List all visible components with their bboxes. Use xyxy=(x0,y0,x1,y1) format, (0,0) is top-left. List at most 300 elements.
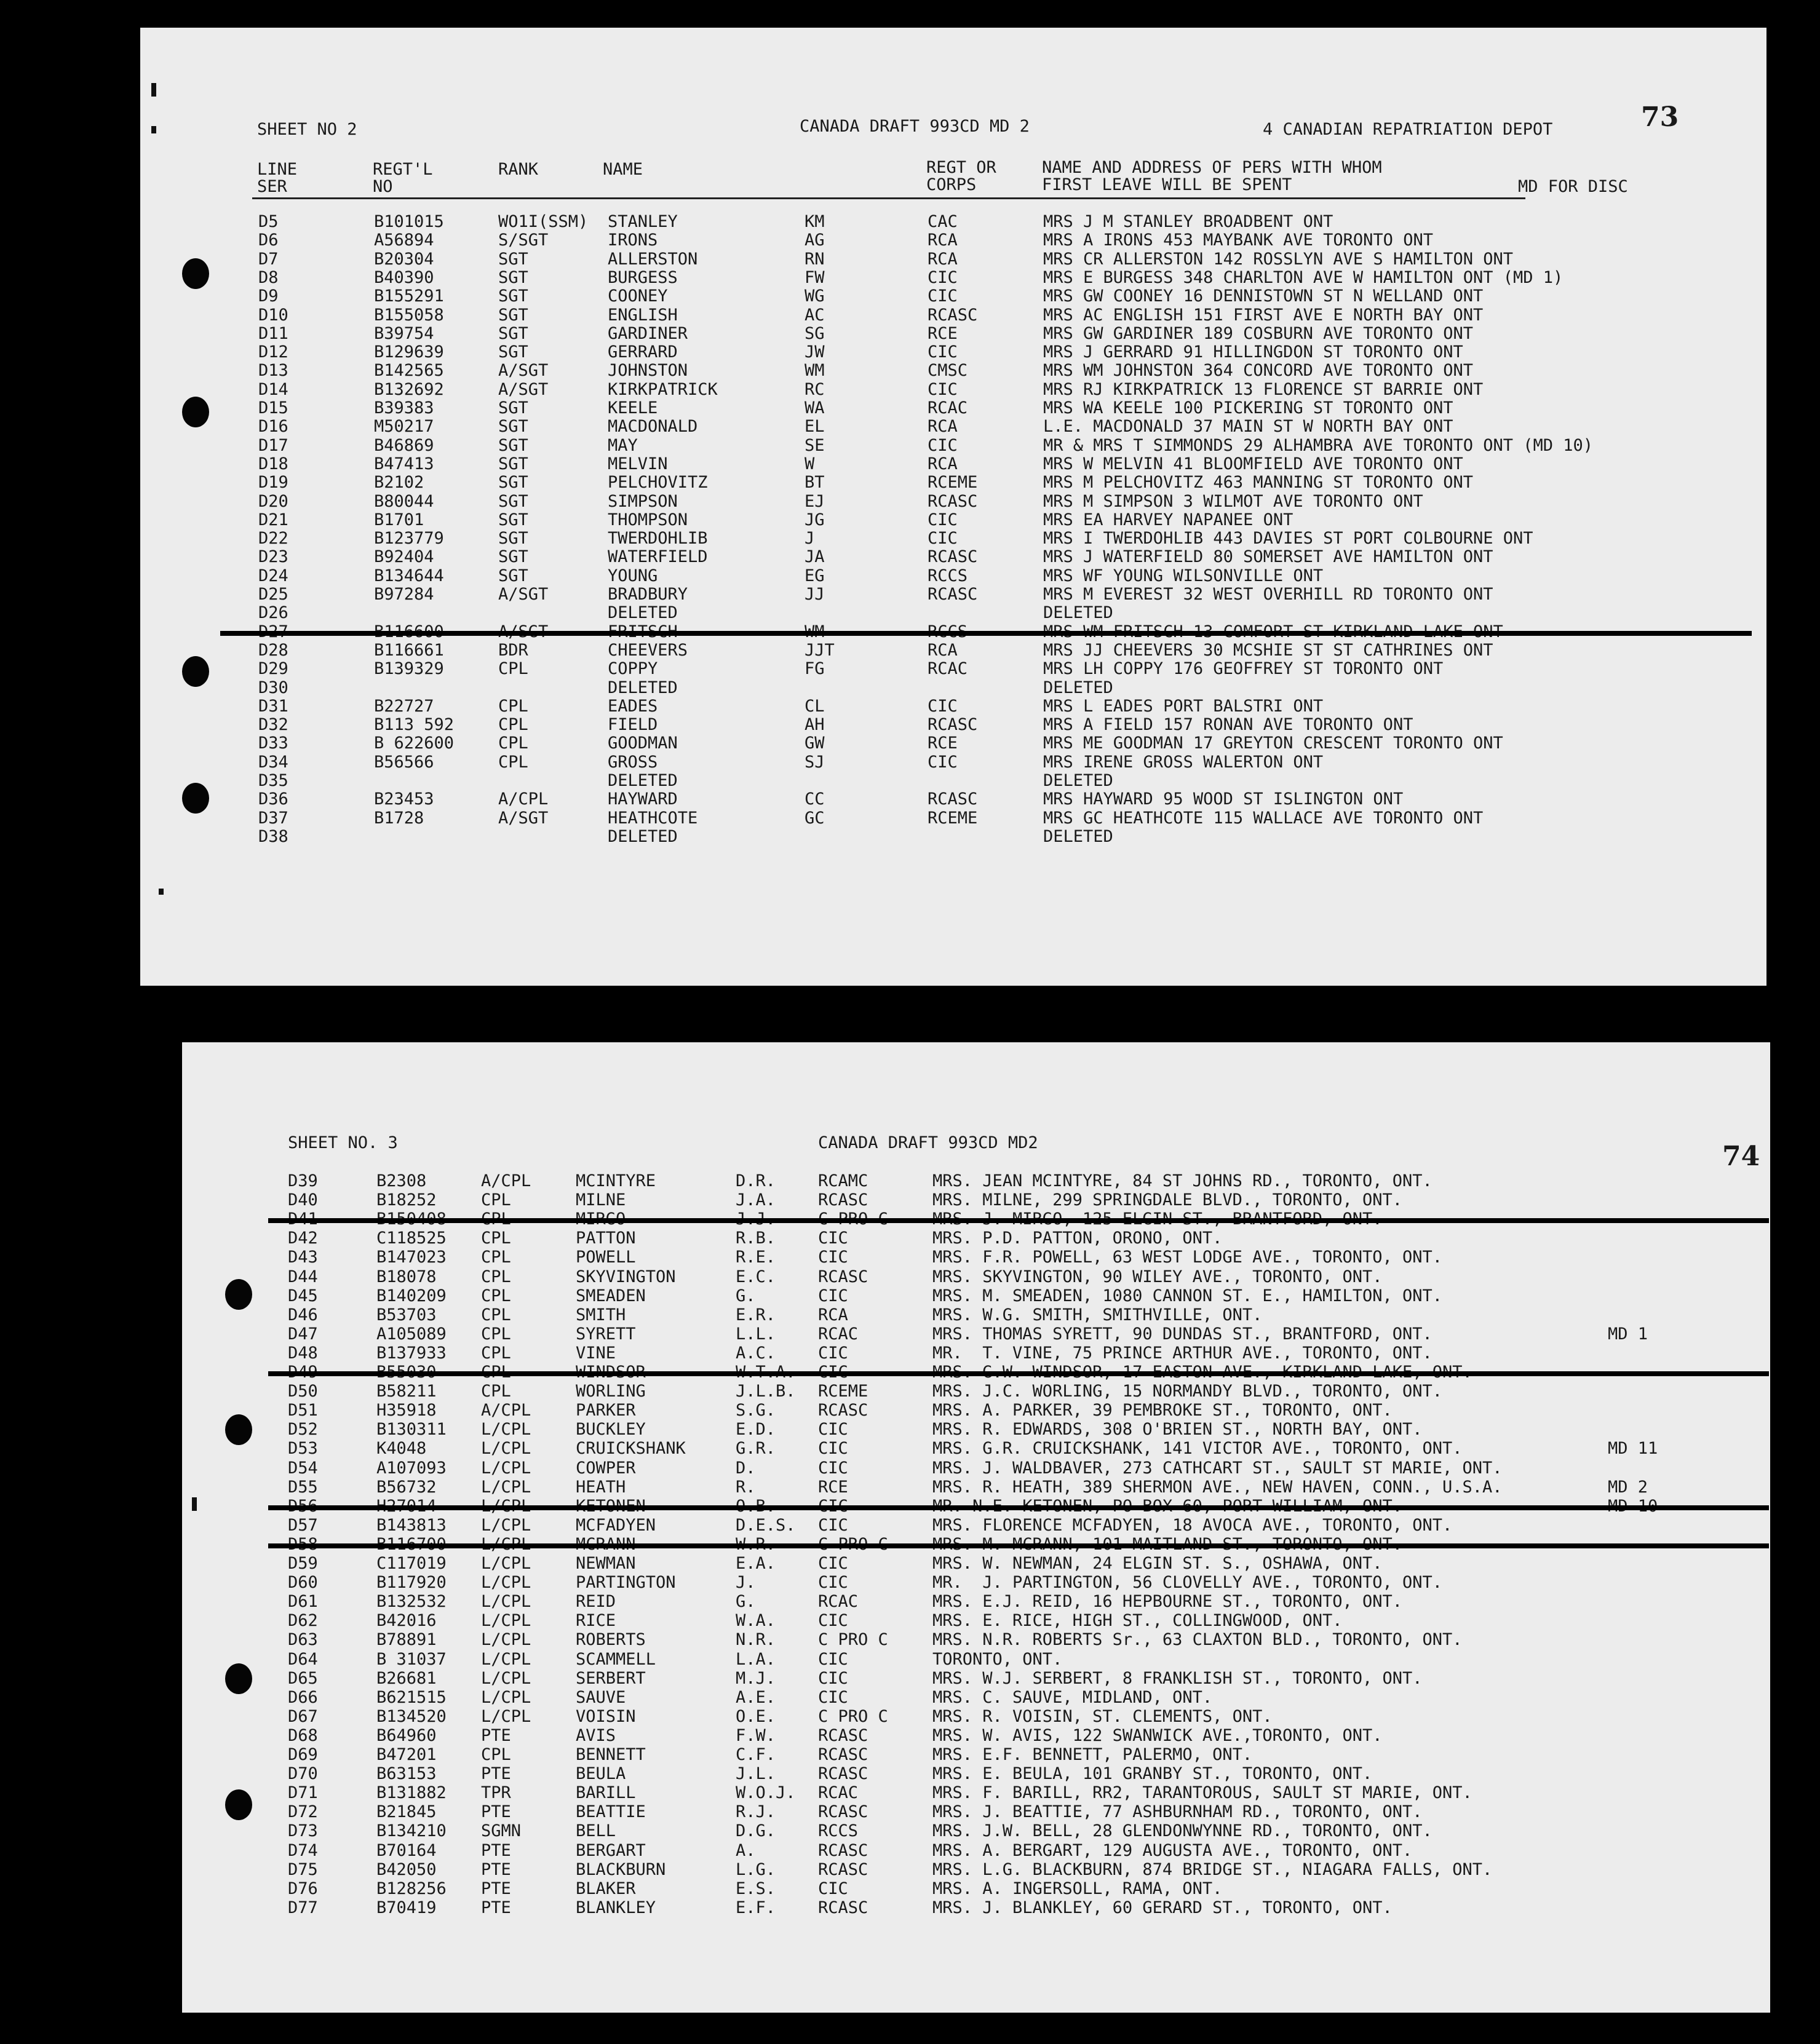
rank-cell: SGT xyxy=(498,435,528,455)
corps-cell: RCE xyxy=(928,323,958,343)
leave-address-cell: MRS. P.D. PATTON, ORONO, ONT. xyxy=(932,1229,1223,1248)
surname-cell: REID xyxy=(576,1592,616,1612)
corps-cell: CIC xyxy=(818,1649,848,1669)
line-ser-cell: D18 xyxy=(258,454,288,473)
leave-address-cell: MRS. J.C. WORLING, 15 NORMANDY BLVD., TORONTO, ONT. xyxy=(932,1382,1443,1401)
rank-cell: A/SGT xyxy=(498,379,549,399)
regtl-no-cell: B2102 xyxy=(374,473,424,493)
corps-cell: CIC xyxy=(818,1687,848,1707)
line-ser-cell: D20 xyxy=(258,491,288,511)
line-ser-cell: D15 xyxy=(258,398,288,418)
rank-cell: L/CPL xyxy=(481,1687,531,1707)
leave-address-cell: MRS IRENE GROSS WALERTON ONT xyxy=(1043,752,1324,772)
corps-cell: RCE xyxy=(818,1477,848,1497)
leave-address-cell: MRS. E.F. BENNETT, PALERMO, ONT. xyxy=(932,1745,1253,1764)
regtl-no-cell: B1728 xyxy=(374,808,424,828)
line-ser-cell: D25 xyxy=(258,585,288,604)
corps-cell: RCASC xyxy=(818,1764,868,1784)
initials-cell: AH xyxy=(805,715,825,735)
leave-address-cell: MRS. W. AVIS, 122 SWANWICK AVE.,TORONTO, ONT. xyxy=(932,1725,1383,1745)
initials-cell: E.A. xyxy=(736,1554,776,1573)
surname-cell: VOISIN xyxy=(576,1706,636,1726)
line-ser-cell: D35 xyxy=(258,771,288,790)
rank-cell: A/CPL xyxy=(498,790,549,809)
initials-cell: O.E. xyxy=(736,1706,776,1726)
line-ser-cell: D75 xyxy=(288,1860,318,1879)
draft-sheet-2 xyxy=(140,28,1766,986)
corps-cell: RCAC xyxy=(928,398,968,418)
surname-cell: BUCKLEY xyxy=(576,1420,646,1440)
strikethrough-line xyxy=(268,1505,1769,1510)
rank-cell: WO1I(SSM) xyxy=(498,212,589,231)
page-number: 74 xyxy=(1722,1141,1760,1172)
leave-address-cell: MRS J GERRARD 91 HILLINGDON ST TORONTO ONT xyxy=(1043,343,1463,362)
initials-cell: J. xyxy=(736,1573,756,1593)
leave-address-cell: MR & MRS T SIMMONDS 29 ALHAMBRA AVE TORONTO ONT (MD 10) xyxy=(1043,435,1594,455)
corps-cell: RCE xyxy=(928,734,958,753)
initials-cell: E.D. xyxy=(736,1420,776,1440)
regtl-no-cell: B22727 xyxy=(374,696,434,716)
leave-address-cell: MRS A IRONS 453 MAYBANK AVE TORONTO ONT xyxy=(1043,231,1433,250)
surname-cell: BENNETT xyxy=(576,1745,646,1764)
leave-address-cell: MRS. W.J. SERBERT, 8 FRANKLISH ST., TORONTO, ONT. xyxy=(932,1668,1423,1688)
line-ser-cell: D10 xyxy=(258,305,288,325)
corps-cell: C PRO C xyxy=(818,1630,888,1650)
leave-address-cell: MRS. J. BEATTIE, 77 ASHBURNHAM RD., TORONTO, ONT. xyxy=(932,1802,1423,1822)
rank-cell: L/CPL xyxy=(481,1573,531,1593)
rank-cell: SGT xyxy=(498,529,528,549)
rank-cell: A/CPL xyxy=(481,1401,531,1420)
rank-cell: SGT xyxy=(498,249,528,269)
corps-cell: CIC xyxy=(818,1248,848,1267)
surname-cell: COONEY xyxy=(608,287,668,306)
leave-address-cell: MRS. R. EDWARDS, 308 O'BRIEN ST., NORTH BAY, ONT. xyxy=(932,1420,1423,1440)
surname-cell: PARKER xyxy=(576,1401,636,1420)
rank-cell: SGT xyxy=(498,343,528,362)
surname-cell: ROBERTS xyxy=(576,1630,646,1650)
line-ser-cell: D14 xyxy=(258,379,288,399)
rank-cell: L/CPL xyxy=(481,1477,531,1497)
corps-cell: RCEME xyxy=(928,808,978,828)
regtl-no-cell: B42016 xyxy=(376,1611,437,1631)
rank-cell: L/CPL xyxy=(481,1668,531,1688)
rank-cell: L/CPL xyxy=(481,1515,531,1535)
regtl-no-cell: B20304 xyxy=(374,249,434,269)
leave-address-cell: MRS. W.G. SMITH, SMITHVILLE, ONT. xyxy=(932,1305,1263,1325)
initials-cell: GW xyxy=(805,734,825,753)
initials-cell: FW xyxy=(805,267,825,287)
initials-cell: R.J. xyxy=(736,1802,776,1822)
regtl-no-cell: B21845 xyxy=(376,1802,437,1822)
corps-cell: CIC xyxy=(818,1879,848,1898)
line-ser-cell: D60 xyxy=(288,1573,318,1593)
rank-cell: CPL xyxy=(498,696,528,716)
rank-cell: CPL xyxy=(481,1248,511,1267)
regtl-no-cell: B46869 xyxy=(374,435,434,455)
margin-mark xyxy=(151,83,156,97)
leave-address-cell: MRS W MELVIN 41 BLOOMFIELD AVE TORONTO ONT xyxy=(1043,454,1463,473)
line-ser-cell: D33 xyxy=(258,734,288,753)
regtl-no-cell: B70164 xyxy=(376,1840,437,1860)
regtl-no-cell: B40390 xyxy=(374,267,434,287)
col-header-first-leave: FIRST LEAVE WILL BE SPENT xyxy=(1042,175,1292,194)
initials-cell: W.O.J. xyxy=(736,1783,796,1803)
leave-address-cell: MRS. N.R. ROBERTS Sr., 63 CLAXTON BLD., TORONTO, ONT. xyxy=(932,1630,1463,1650)
line-ser-cell: D31 xyxy=(258,696,288,716)
surname-cell: BLACKBURN xyxy=(576,1860,666,1879)
surname-cell: BEULA xyxy=(576,1764,626,1784)
regtl-no-cell: B128256 xyxy=(376,1879,447,1898)
rank-cell: CPL xyxy=(498,715,528,735)
initials-cell: JJT xyxy=(805,640,835,660)
regtl-no-cell: B53703 xyxy=(376,1305,437,1325)
line-ser-cell: D6 xyxy=(258,231,279,250)
corps-cell: CAC xyxy=(928,212,958,231)
leave-address-cell: DELETED xyxy=(1043,603,1113,623)
line-ser-cell: D44 xyxy=(288,1267,318,1286)
regtl-no-cell: B70419 xyxy=(376,1898,437,1917)
corps-cell: CIC xyxy=(818,1420,848,1440)
line-ser-cell: D13 xyxy=(258,361,288,381)
rank-cell: CPL xyxy=(481,1229,511,1248)
leave-address-cell: MRS. A. BERGART, 129 AUGUSTA AVE., TORONTO, ONT. xyxy=(932,1840,1413,1860)
punch-hole xyxy=(182,397,209,427)
initials-cell: W.A. xyxy=(736,1611,776,1631)
rank-cell: PTE xyxy=(481,1879,511,1898)
surname-cell: SYRETT xyxy=(576,1324,636,1344)
rank-cell: L/CPL xyxy=(481,1706,531,1726)
line-ser-cell: D61 xyxy=(288,1592,318,1612)
col-header-name: NAME xyxy=(603,160,643,179)
rank-cell: L/CPL xyxy=(481,1592,531,1612)
initials-cell: AG xyxy=(805,231,825,250)
punch-hole xyxy=(182,783,209,814)
leave-address-cell: MRS GW COONEY 16 DENNISTOWN ST N WELLAND ONT xyxy=(1043,287,1484,306)
rank-cell: SGT xyxy=(498,547,528,567)
line-ser-cell: D67 xyxy=(288,1706,318,1726)
col-header-address: NAME AND ADDRESS OF PERS WITH WHOM xyxy=(1042,158,1382,177)
line-ser-cell: D76 xyxy=(288,1879,318,1898)
leave-address-cell: MRS ME GOODMAN 17 GREYTON CRESCENT TORONTO ONT xyxy=(1043,734,1503,753)
surname-cell: NEWMAN xyxy=(576,1554,636,1573)
surname-cell: MCINTYRE xyxy=(576,1171,656,1190)
rank-cell: L/CPL xyxy=(481,1630,531,1650)
initials-cell: J xyxy=(805,529,815,549)
regtl-no-cell: B 31037 xyxy=(376,1649,447,1669)
rank-cell: PTE xyxy=(481,1840,511,1860)
regtl-no-cell: B621515 xyxy=(376,1687,447,1707)
leave-address-cell: MRS. C. SAUVE, MIDLAND, ONT. xyxy=(932,1687,1213,1707)
corps-cell: CIC xyxy=(928,379,958,399)
line-ser-cell: D70 xyxy=(288,1764,318,1784)
surname-cell: GARDINER xyxy=(608,323,688,343)
surname-cell: WORLING xyxy=(576,1382,646,1401)
regtl-no-cell: B142565 xyxy=(374,361,444,381)
regtl-no-cell: B140209 xyxy=(376,1286,447,1305)
surname-cell: GERRARD xyxy=(608,343,678,362)
corps-cell: RCA xyxy=(928,417,958,437)
initials-cell: WG xyxy=(805,287,825,306)
line-ser-cell: D21 xyxy=(258,510,288,529)
corps-cell: CMSC xyxy=(928,361,968,381)
initials-cell: A.E. xyxy=(736,1687,776,1707)
regtl-no-cell: B26681 xyxy=(376,1668,437,1688)
surname-cell: AVIS xyxy=(576,1725,616,1745)
punch-hole xyxy=(225,1789,252,1820)
rank-cell: L/CPL xyxy=(481,1649,531,1669)
surname-cell: DELETED xyxy=(608,603,678,623)
leave-address-cell: MRS. F.R. POWELL, 63 WEST LODGE AVE., TORONTO, ONT. xyxy=(932,1248,1443,1267)
initials-cell: EL xyxy=(805,417,825,437)
margin-mark xyxy=(159,889,164,895)
line-ser-cell: D45 xyxy=(288,1286,318,1305)
surname-cell: BARILL xyxy=(576,1783,636,1803)
initials-cell: J.A. xyxy=(736,1190,776,1210)
regtl-no-cell: B42050 xyxy=(376,1860,437,1879)
regtl-no-cell: B 622600 xyxy=(374,734,455,753)
corps-cell: CIC xyxy=(818,1515,848,1535)
regtl-no-cell: B132692 xyxy=(374,379,444,399)
leave-address-cell: DELETED xyxy=(1043,678,1113,697)
rank-cell: PTE xyxy=(481,1725,511,1745)
surname-cell: SAUVE xyxy=(576,1687,626,1707)
punch-hole xyxy=(182,258,209,289)
rank-cell: SGT xyxy=(498,473,528,493)
corps-cell: RCASC xyxy=(818,1267,868,1286)
line-ser-cell: D19 xyxy=(258,473,288,493)
line-ser-cell: D65 xyxy=(288,1668,318,1688)
rank-cell: L/CPL xyxy=(481,1420,531,1440)
initials-cell: G.R. xyxy=(736,1439,776,1459)
regtl-no-cell: C118525 xyxy=(376,1229,447,1248)
leave-address-cell: MRS M EVEREST 32 WEST OVERHILL RD TORONTO ONT xyxy=(1043,585,1493,604)
initials-cell: BT xyxy=(805,473,825,493)
rank-cell: CPL xyxy=(481,1190,511,1210)
line-ser-cell: D28 xyxy=(258,640,288,660)
initials-cell: SE xyxy=(805,435,825,455)
regtl-no-cell: H35918 xyxy=(376,1401,437,1420)
corps-cell: RCASC xyxy=(818,1725,868,1745)
surname-cell: COPPY xyxy=(608,659,658,679)
surname-cell: BLANKLEY xyxy=(576,1898,656,1917)
surname-cell: DELETED xyxy=(608,678,678,697)
corps-cell: RCASC xyxy=(818,1840,868,1860)
regtl-no-cell: M50217 xyxy=(374,417,434,437)
corps-cell: RCASC xyxy=(928,305,978,325)
regtl-no-cell: B47413 xyxy=(374,454,434,473)
leave-address-cell: MRS. E.J. REID, 16 HEPBOURNE ST., TORONTO, ONT. xyxy=(932,1592,1403,1612)
initials-cell: N.R. xyxy=(736,1630,776,1650)
line-ser-cell: D26 xyxy=(258,603,288,623)
corps-cell: RCA xyxy=(928,454,958,473)
line-ser-cell: D7 xyxy=(258,249,279,269)
line-ser-cell: D68 xyxy=(288,1725,318,1745)
line-ser-cell: D29 xyxy=(258,659,288,679)
rank-cell: L/CPL xyxy=(481,1554,531,1573)
line-ser-cell: D39 xyxy=(288,1171,318,1190)
strikethrough-line xyxy=(268,1543,1769,1548)
leave-address-cell: MRS. G.R. CRUICKSHANK, 141 VICTOR AVE., TORONTO, ONT. xyxy=(932,1439,1463,1459)
regtl-no-cell: K4048 xyxy=(376,1439,427,1459)
surname-cell: SERBERT xyxy=(576,1668,646,1688)
leave-address-cell: MRS. R. HEATH, 389 SHERMON AVE., NEW HAVEN, CONN., U.S.A. xyxy=(932,1477,1503,1497)
initials-cell: GC xyxy=(805,808,825,828)
corps-cell: RCASC xyxy=(818,1860,868,1879)
rank-cell: CPL xyxy=(498,752,528,772)
leave-address-cell: MRS. THOMAS SYRETT, 90 DUNDAS ST., BRANTFORD, ONT. xyxy=(932,1324,1433,1344)
corps-cell: RCA xyxy=(818,1305,848,1325)
corps-cell: RCASC xyxy=(818,1802,868,1822)
corps-cell: RCCS xyxy=(928,566,968,585)
initials-cell: L.G. xyxy=(736,1860,776,1879)
rank-cell: SGT xyxy=(498,398,528,418)
line-ser-cell: D66 xyxy=(288,1687,318,1707)
regtl-no-cell: B139329 xyxy=(374,659,444,679)
initials-cell: R.B. xyxy=(736,1229,776,1248)
surname-cell: EADES xyxy=(608,696,658,716)
initials-cell: C.F. xyxy=(736,1745,776,1764)
surname-cell: BRADBURY xyxy=(608,585,688,604)
punch-hole xyxy=(225,1414,252,1445)
regtl-no-cell: B92404 xyxy=(374,547,434,567)
surname-cell: POWELL xyxy=(576,1248,636,1267)
regtl-no-cell: A107093 xyxy=(376,1458,447,1478)
surname-cell: CRUICKSHANK xyxy=(576,1439,686,1459)
regtl-no-cell: C117019 xyxy=(376,1554,447,1573)
surname-cell: CHEEVERS xyxy=(608,640,688,660)
draft-title: CANADA DRAFT 993CD MD2 xyxy=(818,1133,1038,1152)
regtl-no-cell: B56566 xyxy=(374,752,434,772)
regtl-no-cell: B123779 xyxy=(374,529,444,549)
leave-address-cell: MRS I TWERDOHLIB 443 DAVIES ST PORT COLBOURNE ONT xyxy=(1043,529,1533,549)
corps-cell: RCA xyxy=(928,231,958,250)
surname-cell: HEATHCOTE xyxy=(608,808,698,828)
initials-cell: AC xyxy=(805,305,825,325)
regtl-no-cell: B155291 xyxy=(374,287,444,306)
line-ser-cell: D43 xyxy=(288,1248,318,1267)
initials-cell: WA xyxy=(805,398,825,418)
rank-cell: BDR xyxy=(498,640,528,660)
corps-cell: CIC xyxy=(818,1554,848,1573)
line-ser-cell: D8 xyxy=(258,267,279,287)
surname-cell: HAYWARD xyxy=(608,790,678,809)
regtl-no-cell: B39383 xyxy=(374,398,434,418)
corps-cell: CIC xyxy=(928,696,958,716)
strikethrough-line xyxy=(268,1371,1769,1376)
md-for-disc-cell: MD 11 xyxy=(1608,1439,1658,1459)
line-ser-cell: D51 xyxy=(288,1401,318,1420)
leave-address-cell: MRS J WATERFIELD 80 SOMERSET AVE HAMILTON ONT xyxy=(1043,547,1493,567)
leave-address-cell: MRS. L.G. BLACKBURN, 874 BRIDGE ST., NIAGARA FALLS, ONT. xyxy=(932,1860,1493,1879)
initials-cell: SG xyxy=(805,323,825,343)
rank-cell: L/CPL xyxy=(481,1611,531,1631)
initials-cell: E.C. xyxy=(736,1267,776,1286)
surname-cell: KIRKPATRICK xyxy=(608,379,718,399)
regtl-no-cell: B131882 xyxy=(376,1783,447,1803)
initials-cell: E.F. xyxy=(736,1898,776,1917)
regtl-no-cell: B132532 xyxy=(376,1592,447,1612)
initials-cell: FG xyxy=(805,659,825,679)
corps-cell: RCASC xyxy=(928,715,978,735)
rank-cell: A/SGT xyxy=(498,585,549,604)
rank-cell: SGT xyxy=(498,323,528,343)
regtl-no-cell: B134210 xyxy=(376,1821,447,1841)
leave-address-cell: MRS CR ALLERSTON 142 ROSSLYN AVE S HAMILTON ONT xyxy=(1043,249,1514,269)
corps-cell: CIC xyxy=(928,343,958,362)
line-ser-cell: D17 xyxy=(258,435,288,455)
corps-cell: RCASC xyxy=(928,491,978,511)
leave-address-cell: MRS. M. SMEADEN, 1080 CANNON ST. E., HAMILTON, ONT. xyxy=(932,1286,1443,1305)
rank-cell: CPL xyxy=(481,1745,511,1764)
line-ser-cell: D42 xyxy=(288,1229,318,1248)
initials-cell: A.C. xyxy=(736,1343,776,1363)
rank-cell: SGT xyxy=(498,287,528,306)
corps-cell: RCASC xyxy=(928,790,978,809)
rank-cell: PTE xyxy=(481,1898,511,1917)
initials-cell: L.A. xyxy=(736,1649,776,1669)
surname-cell: SMEADEN xyxy=(576,1286,646,1305)
surname-cell: ENGLISH xyxy=(608,305,678,325)
initials-cell: W xyxy=(805,454,815,473)
regtl-no-cell: B23453 xyxy=(374,790,434,809)
initials-cell: L.L. xyxy=(736,1324,776,1344)
rank-cell: SGT xyxy=(498,267,528,287)
corps-cell: CIC xyxy=(928,510,958,529)
initials-cell: EG xyxy=(805,566,825,585)
line-ser-cell: D11 xyxy=(258,323,288,343)
rank-cell: SGT xyxy=(498,305,528,325)
leave-address-cell: MRS. R. VOISIN, ST. CLEMENTS, ONT. xyxy=(932,1706,1273,1726)
surname-cell: PATTON xyxy=(576,1229,636,1248)
initials-cell: E.S. xyxy=(736,1879,776,1898)
rank-cell: CPL xyxy=(481,1382,511,1401)
line-ser-cell: D48 xyxy=(288,1343,318,1363)
line-ser-cell: D12 xyxy=(258,343,288,362)
draft-title: CANADA DRAFT 993CD MD 2 xyxy=(800,117,1030,136)
corps-cell: RCEME xyxy=(818,1382,868,1401)
margin-mark xyxy=(151,126,156,133)
surname-cell: STANLEY xyxy=(608,212,678,231)
initials-cell: M.J. xyxy=(736,1668,776,1688)
punch-hole xyxy=(225,1279,252,1310)
regtl-no-cell: B58211 xyxy=(376,1382,437,1401)
leave-address-cell: MRS. JEAN MCINTYRE, 84 ST JOHNS RD., TORONTO, ONT. xyxy=(932,1171,1433,1190)
leave-address-cell: MRS LH COPPY 176 GEOFFREY ST TORONTO ONT xyxy=(1043,659,1444,679)
line-ser-cell: D52 xyxy=(288,1420,318,1440)
regtl-no-cell: B18078 xyxy=(376,1267,437,1286)
line-ser-cell: D32 xyxy=(258,715,288,735)
page-number: 73 xyxy=(1641,101,1679,133)
line-ser-cell: D74 xyxy=(288,1840,318,1860)
rank-cell: L/CPL xyxy=(481,1458,531,1478)
col-header-ser: SER xyxy=(257,177,287,196)
initials-cell: JA xyxy=(805,547,825,567)
rank-cell: CPL xyxy=(481,1324,511,1344)
regtl-no-cell: B147023 xyxy=(376,1248,447,1267)
surname-cell: MACDONALD xyxy=(608,417,698,437)
line-ser-cell: D30 xyxy=(258,678,288,697)
rank-cell: A/CPL xyxy=(481,1171,531,1190)
surname-cell: PARTINGTON xyxy=(576,1573,676,1593)
corps-cell: CIC xyxy=(818,1286,848,1305)
corps-cell: RCASC xyxy=(818,1190,868,1210)
regtl-no-cell: B97284 xyxy=(374,585,434,604)
initials-cell: D.R. xyxy=(736,1171,776,1190)
corps-cell: C PRO C xyxy=(818,1706,888,1726)
strikethrough-line xyxy=(220,631,1752,636)
md-for-disc-cell: MD 2 xyxy=(1608,1477,1648,1497)
line-ser-cell: D47 xyxy=(288,1324,318,1344)
